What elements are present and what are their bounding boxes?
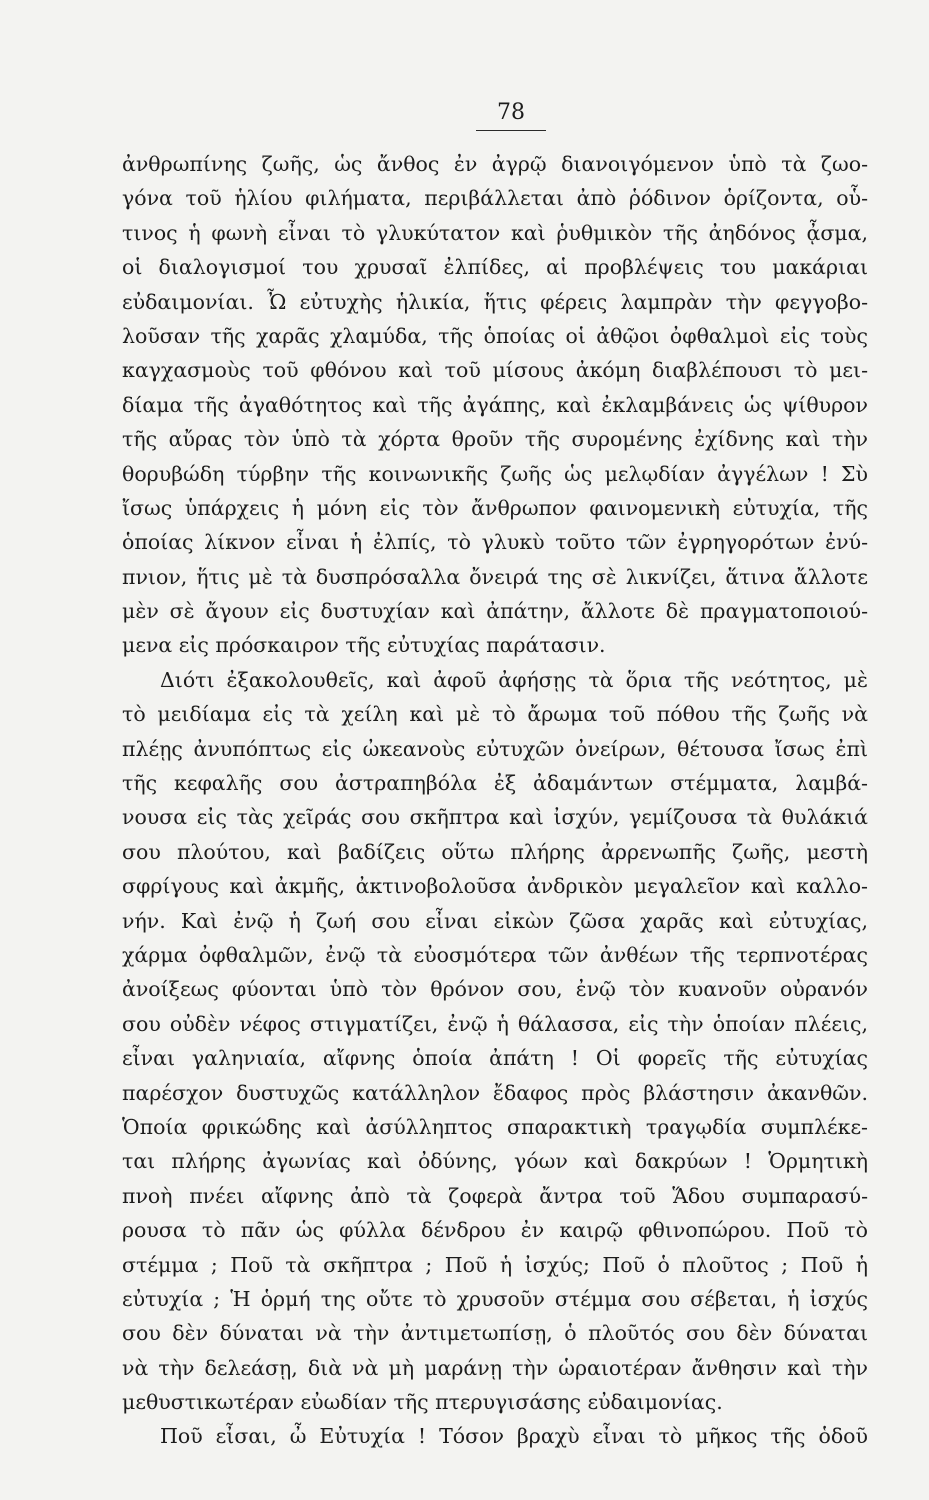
text-line: τῆς κεφαλῆς σου ἀστραπηβόλα ἐξ ἀδαμάντων στέμματα, λαμβά-	[122, 771, 868, 796]
text-line: στέμμα ; Ποῦ τὰ σκῆπτρα ; Ποῦ ἡ ἰσχύς; Ποῦ ὁ πλοῦτος ; Ποῦ ἡ	[122, 1252, 868, 1277]
text-line: ἀνοίξεως φύονται ὑπὸ τὸν θρόνον σου, ἐνῷ τὸν κυανοῦν οὐρανόν	[122, 977, 868, 1002]
page-number: 78	[497, 100, 525, 125]
text-line: θορυβώδη τύρβην τῆς κοινωνικῆς ζωῆς ὡς μελῳδίαν ἀγγέλων ! Σὺ	[122, 461, 868, 486]
text-line: δίαμα τῆς ἀγαθότητος καὶ τῆς ἀγάπης, καὶ ἐκλαμβάνεις ὡς ψίθυρον	[122, 392, 868, 417]
text-line: Ποῦ εἶσαι, ὦ Εὐτυχία ! Τόσον βραχὺ εἶναι τὸ μῆκος τῆς ὁδοῦ	[160, 1424, 868, 1449]
text-line: οἱ διαλογισμοί του χρυσαῖ ἐλπίδες, αἱ προβλέψεις του μακάριαι	[122, 255, 868, 280]
text-line: πνοὴ πνέει αἴφνης ἀπὸ τὰ ζοφερὰ ἄντρα τοῦ Ἅδου συμπαρασύ-	[122, 1183, 868, 1208]
text-line: σφρίγους καὶ ἀκμῆς, ἀκτινοβολοῦσα ἀνδρικὸν μεγαλεῖον καὶ καλλο-	[122, 874, 868, 899]
text-line: σου δὲν δύναται νὰ τὴν ἀντιμετωπίσῃ, ὁ πλοῦτός σου δὲν δύναται	[122, 1321, 868, 1346]
text-line: σου οὐδὲν νέφος στιγματίζει, ἐνῷ ἡ θάλασσα, εἰς τὴν ὁποίαν πλέεις,	[122, 1011, 868, 1036]
text-line: Ὁποία φρικώδης καὶ ἀσύλληπτος σπαρακτικὴ τραγῳδία συμπλέκε-	[122, 1114, 868, 1139]
text-line: γόνα τοῦ ἡλίου φιλήματα, περιβάλλεται ἀπὸ ῥόδινον ὁρίζοντα, οὗ-	[122, 186, 868, 211]
text-line: εὐτυχία ; Ἡ ὁρμή της οὔτε τὸ χρυσοῦν στέμμα σου σέβεται, ἡ ἰσχύς	[122, 1286, 868, 1311]
text-line: ται πλήρης ἀγωνίας καὶ ὀδύνης, γόων καὶ δακρύων ! Ὁρμητικὴ	[122, 1149, 868, 1174]
text-line: σου πλούτου, καὶ βαδίζεις οὕτω πλήρης ἀρρενωπῆς ζωῆς, μεστὴ	[122, 839, 868, 864]
text-line: εἶναι γαληνιαία, αἴφνης ὁποία ἀπάτη ! Οἱ φορεῖς τῆς εὐτυχίας	[122, 1046, 868, 1071]
text-line: τῆς αὔρας τὸν ὑπὸ τὰ χόρτα θροῦν τῆς συρομένης ἐχίδνης καὶ τὴν	[122, 427, 868, 452]
text-line: νὰ τὴν δελεάσῃ, διὰ νὰ μὴ μαράνῃ τὴν ὡραιοτέραν ἄνθησιν καὶ τὴν	[122, 1355, 868, 1380]
text-line: λοῦσαν τῆς χαρᾶς χλαμύδα, τῆς ὁποίας οἱ ἀθῷοι ὀφθαλμοὶ εἰς τοὺς	[122, 323, 868, 348]
body-text	[122, 147, 868, 1454]
text-line: χάρμα ὀφθαλμῶν, ἐνῷ τὰ εὐοσμότερα τῶν ἀνθέων τῆς τερπνοτέρας	[122, 942, 868, 967]
text-line: πνιον, ἥτις μὲ τὰ δυσπρόσαλλα ὄνειρά της σὲ λικνίζει, ἅτινα ἄλλοτε	[122, 564, 868, 589]
text-line: νήν. Καὶ ἐνῷ ἡ ζωή σου εἶναι εἰκὼν ζῶσα χαρᾶς καὶ εὐτυχίας,	[122, 908, 868, 933]
text-line: ἀνθρωπίνης ζωῆς, ὡς ἄνθος ἐν ἀγρῷ διανοιγόμενον ὑπὸ τὰ ζωο-	[122, 152, 868, 176]
text-line: εὐδαιμονίαι. Ὦ εὐτυχὴς ἡλικία, ἥτις φέρεις λαμπρὰν τὴν φεγγοβο-	[122, 289, 868, 314]
text-line: ρουσα τὸ πᾶν ὡς φύλλα δένδρου ἐν καιρῷ φθινοπώρου. Ποῦ τὸ	[122, 1218, 868, 1243]
text-line: τὸ μειδίαμα εἰς τὰ χείλη καὶ μὲ τὸ ἄρωμα τοῦ πόθου τῆς ζωῆς νὰ	[122, 702, 868, 727]
text-line: Διότι ἐξακολουθεῖς, καὶ ἀφοῦ ἀφήσῃς τὰ ὅρια τῆς νεότητος, μὲ	[160, 667, 868, 692]
text-line: ἴσως ὑπάρχεις ἡ μόνη εἰς τὸν ἄνθρωπον φαινομενικὴ εὐτυχία, τῆς	[122, 495, 868, 520]
page-number-rule	[476, 130, 546, 131]
text-line: νουσα εἰς τὰς χεῖράς σου σκῆπτρα καὶ ἰσχύν, γεμίζουσα τὰ θυλάκιά	[122, 805, 868, 830]
text-line: παρέσχον δυστυχῶς κατάλληλον ἔδαφος πρὸς βλάστησιν ἀκανθῶν.	[122, 1080, 868, 1105]
text-line: ὁποίας λίκνον εἶναι ἡ ἐλπίς, τὸ γλυκὺ τοῦτο τῶν ἐγρηγορότων ἐνύ-	[122, 530, 868, 555]
text-line: πλέῃς ἀνυπόπτως εἰς ὠκεανοὺς εὐτυχῶν ὀνείρων, θέτουσα ἴσως ἐπὶ	[122, 736, 868, 761]
text-line: μὲν σὲ ἄγουν εἰς δυστυχίαν καὶ ἀπάτην, ἄλλοτε δὲ πραγματοποιού-	[122, 599, 868, 624]
text-line: καγχασμοὺς τοῦ φθόνου καὶ τοῦ μίσους ἀκόμη διαβλέπουσι τὸ μει-	[122, 358, 868, 383]
text-line: μενα εἰς πρόσκαιρον τῆς εὐτυχίας παράτασιν.	[122, 633, 606, 658]
text-line: τινος ἡ φωνὴ εἶναι τὸ γλυκύτατον καὶ ῥυθμικὸν τῆς ἀηδόνος ᾆσμα,	[122, 220, 868, 245]
text-line: μεθυστικωτέραν εὐωδίαν τῆς πτερυγισάσης εὐδαιμονίας.	[122, 1390, 723, 1415]
